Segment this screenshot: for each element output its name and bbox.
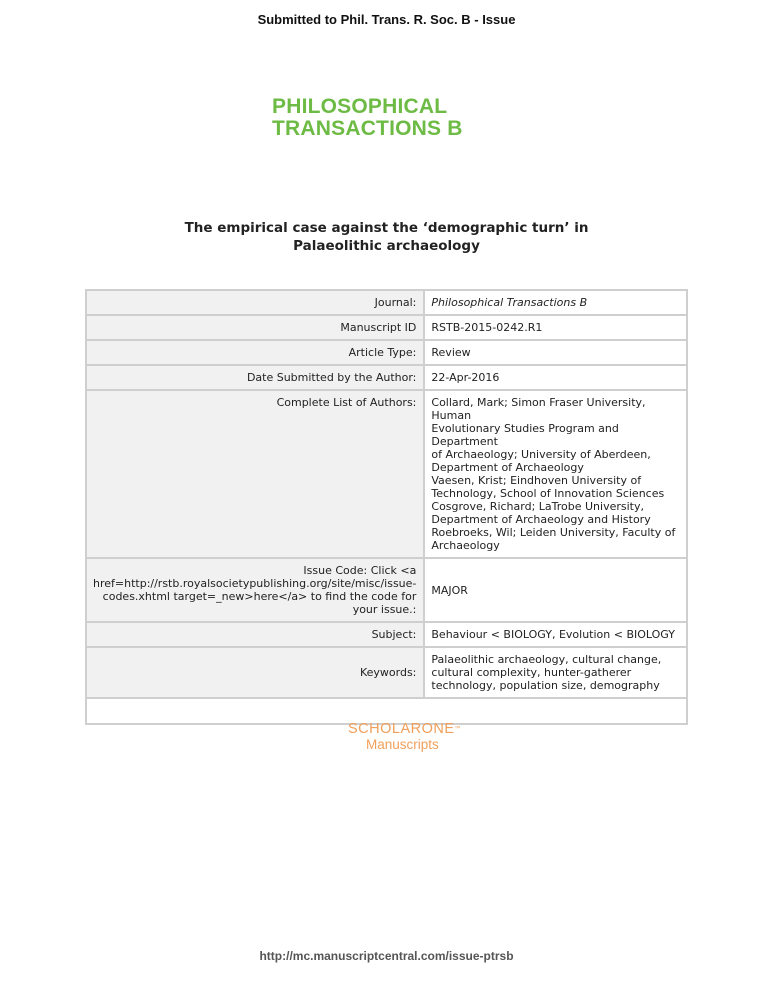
- authors-line: Evolutionary Studies Program and Department: [431, 422, 619, 448]
- page-header: Submitted to Phil. Trans. R. Soc. B - Issue: [257, 12, 516, 27]
- authors-line: Vaesen, Krist; Eindhoven University of: [431, 474, 642, 487]
- table-row-journal: [86, 290, 687, 315]
- keywords-label: Keywords:: [86, 647, 424, 698]
- table-row-manuscript-id: [86, 315, 687, 340]
- table-row-keywords: [86, 647, 687, 698]
- keywords-value: [424, 647, 687, 698]
- authors-value: [424, 390, 687, 558]
- keywords-line: cultural complexity, hunter-gatherer: [431, 666, 632, 679]
- manuscript-id-label: Manuscript ID: [86, 315, 424, 340]
- keywords-line: Palaeolithic archaeology, cultural change,: [431, 653, 662, 666]
- authors-line: Department of Archaeology and History: [431, 513, 651, 526]
- journal-logo-line1: PHILOSOPHICAL: [272, 95, 448, 118]
- page-footer-url: http://mc.manuscriptcentral.com/issue-ptrsb: [259, 949, 514, 963]
- authors-line: Archaeology: [431, 539, 500, 552]
- table-row-issue-code: [86, 558, 687, 622]
- article-type-label: Article Type:: [86, 340, 424, 365]
- authors-line: Department of Archaeology: [431, 461, 584, 474]
- issue-code-value: MAJOR: [424, 558, 687, 622]
- journal-logo-line2: TRANSACTIONS B: [272, 117, 463, 140]
- subject-value: Behaviour < BIOLOGY, Evolution < BIOLOGY: [424, 622, 687, 647]
- scholarone-part2: ONE: [421, 721, 455, 737]
- issue-code-label-line: Issue Code: Click <a: [303, 564, 417, 577]
- scholarone-part1: SCHOLAR: [348, 721, 422, 737]
- article-type-value: Review: [424, 340, 687, 365]
- paper-title-line2: Palaeolithic archaeology: [293, 238, 480, 254]
- issue-code-label-line: your issue.:: [352, 603, 417, 616]
- trademark-symbol: ™: [454, 726, 462, 732]
- authors-label: Complete List of Authors:: [86, 390, 424, 558]
- subject-label: Subject:: [86, 622, 424, 647]
- scholarone-logo: [348, 721, 461, 753]
- keywords-line: technology, population size, demography: [431, 679, 660, 692]
- authors-line: of Archaeology; University of Aberdeen,: [431, 448, 651, 461]
- manuscript-metadata-table: [85, 289, 688, 725]
- journal-label: Journal:: [86, 290, 424, 315]
- issue-code-label: [86, 558, 424, 622]
- paper-title-line1: The empirical case against the ‘demographic turn’ in: [184, 220, 589, 236]
- authors-line: Technology, School of Innovation Sciences: [431, 487, 665, 500]
- manuscript-id-value: RSTB-2015-0242.R1: [424, 315, 687, 340]
- paper-title: [0, 219, 773, 255]
- authors-line: Cosgrove, Richard; LaTrobe University,: [431, 500, 644, 513]
- scholarone-logo-line1: [348, 721, 461, 737]
- authors-line: Roebroeks, Wil; Leiden University, Faculty of: [431, 526, 676, 539]
- date-submitted-value: 22-Apr-2016: [424, 365, 687, 390]
- table-row-article-type: [86, 340, 687, 365]
- date-submitted-label: Date Submitted by the Author:: [86, 365, 424, 390]
- journal-logo: [272, 96, 463, 140]
- authors-line: Collard, Mark; Simon Fraser University, Human: [431, 396, 646, 422]
- journal-value: Philosophical Transactions B: [424, 290, 687, 315]
- issue-code-label-line: href=http://rstb.royalsocietypublishing.org/site/misc/issue-: [93, 577, 417, 590]
- issue-code-label-line: codes.xhtml target=_new>here</a> to find the code for: [102, 590, 417, 603]
- scholarone-logo-line2: Manuscripts: [366, 737, 439, 752]
- table-row-date-submitted: [86, 365, 687, 390]
- table-row-subject: [86, 622, 687, 647]
- table-row-authors: [86, 390, 687, 558]
